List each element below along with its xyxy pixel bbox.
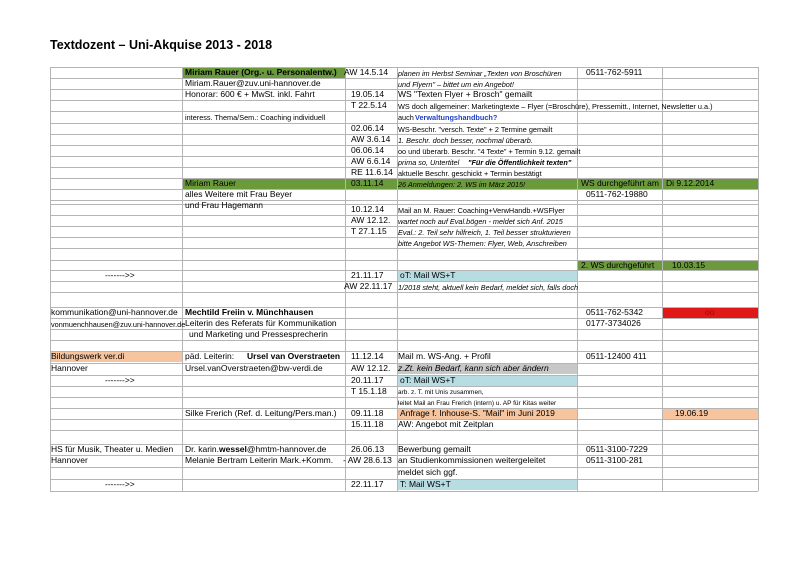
email-address[interactable]: Miriam.Rauer@zuv.uni-hannover.de [185,78,321,88]
organization-name: Bildungswerk ver.di [51,351,125,361]
response-date: AW 12.12. [351,363,391,373]
contact-role: päd. Leiterin: [185,351,235,361]
date: 15.11.18 [351,419,384,429]
date: 26.06.13 [351,444,385,454]
date: 03.11.14 [351,178,384,188]
email-address[interactable]: kommunikation@uni-hannover.de [51,307,178,317]
note: T: Mail WS+T [400,479,451,489]
contact-name: Miriam Rauer [185,178,237,188]
phone-number: 0511-762-19880 [586,189,648,199]
status-date: 19.06.19 [675,408,709,418]
note: z.Zt. kein Bedarf, kann sich aber ändern [398,363,549,373]
note: bitte Angebot WS-Themen: Flyer, Web, Anschreiben [398,239,567,248]
note: 1/2018 steht, aktuell kein Bedarf, meldet sich, falls doch [398,283,579,292]
note: 1. Beschr. doch besser, nochmal überarb. [398,136,533,145]
note: WS "Texten Flyer + Brosch" gemailt [398,89,533,99]
phone-number: 0511-762-5911 [586,67,643,77]
contact-name: Ursel van Overstraeten [247,351,341,361]
column-divider [662,67,663,491]
email-domain: @hmtm-hannover.de [246,444,327,454]
date: 10.12.14 [351,204,385,214]
email-name: wessel [219,444,247,454]
response-date: AW 6.6.14 [351,156,391,166]
contact-note: alles Weitere mit Frau Beyer [185,189,293,199]
note: meldet sich ggf. [398,467,458,477]
note: 26 Anmeldungen: 2. WS im März 2015! [398,180,526,189]
note: Anfrage f. Inhouse-S. "Mail" im Juni 2019 [400,408,555,418]
response-date: AW 22.11.17 [344,281,393,291]
note: oT: Mail WS+T [400,270,456,280]
organization-city: Hannover [51,363,88,373]
note: arb. z. T. mit Unis zusammen, [398,389,484,396]
phone-number: 0511-762-5342 [586,307,644,317]
date: 21.11.17 [351,270,384,280]
date: 06.06.14 [351,145,385,155]
row-divider [50,340,758,341]
status-date: Di 9.12.2014 [666,178,715,188]
date: T 22.5.14 [351,100,387,110]
response-date: AW 14.5.14 [344,67,389,77]
arrow-marker: ------->> [105,270,135,280]
date: 20.11.17 [351,375,384,385]
arrow-marker: ------->> [105,479,135,489]
column-divider [345,67,346,491]
note: leitet Mail an Frau Frerich (intern) u. AP für Kitas weiter [398,400,557,407]
note: aktuelle Beschr. geschickt + Termin bestätigt [398,169,542,178]
date: T 15.1.18 [351,386,387,396]
phone-number: 0177-3734026 [586,318,641,328]
interest-note: interess. Thema/Sem.: Coaching individuell [185,113,326,122]
phone-number: 0511-3100-281 [586,455,644,465]
status-label: WS durchgeführt am [581,178,659,188]
organization-name: HS für Musik, Theater u. Medien [51,444,174,454]
organization-city: Hannover [51,455,88,465]
date: 02.06.14 [351,123,385,133]
note: an Studienkommissionen weitergeleitet [398,455,546,465]
response-date: AW 12.12. [351,215,391,225]
note: AW: Angebot mit Zeitplan [398,419,494,429]
date: 09.11.18 [351,408,384,418]
status-date: 10.03.15 [672,260,706,270]
phone-number: 0511-3100-7229 [586,444,648,454]
fee-note: Honorar: 600 € + MwSt. inkl. Fahrt [185,89,315,99]
date: 22.11.17 [351,479,384,489]
contact-name: Miriam Rauer (Org.- u. Personalentw.) [185,67,337,77]
note-highlight: Verwaltungshandbuch? [415,113,498,122]
column-divider [758,67,759,491]
note: WS doch allgemeiner: Marketingtexte – Flyer (=Broschüre), Pressemitt., Internet, Newsletter u.a.) [398,102,713,111]
note: Mail an M. Rauer: Coaching+VerwHandb.+WSFlyer [398,206,565,215]
note: auch [398,113,414,122]
phone-number: 0511-12400 411 [586,351,647,361]
note: WS-Beschr. "versch. Texte" + 2 Termine gemailt [398,125,553,134]
status-label: 2. WS durchgeführt [581,260,655,270]
contact-name: Mechtild Freiin v. Münchhausen [185,307,314,317]
date: 19.05.14 [351,89,385,99]
date: T 27.1.15 [351,226,387,236]
note: Bewerbung gemailt [398,444,471,454]
response-date: - AW 28.6.13 [343,455,392,465]
contact-name: Melanie Bertram Leiterin Mark.+Komm. [185,455,334,465]
note: prima so, Untertitel [398,158,460,167]
email-prefix: Dr. karin. [185,444,220,454]
note: Mail m. WS-Ang. + Profil [398,351,491,361]
page-title: Textdozent – Uni-Akquise 2013 - 2018 [50,38,273,52]
column-divider [50,67,51,491]
note: oo und überarb. Beschr. "4 Texte" + Termin 9.12. gemailt [398,147,581,156]
arrow-marker: ------->> [105,375,135,385]
contact-name: Silke Frerich (Ref. d. Leitung/Pers.man.) [185,408,337,418]
note-title: "Für die Öffentlichkeit texten" [468,158,572,167]
note: Eval.: 2. Teil sehr hilfreich, 1. Teil besser strukturieren [398,228,571,237]
row-divider [50,200,758,201]
date: 11.12.14 [351,351,384,361]
contact-table [50,67,758,491]
date: RE 11.6.14 [351,167,393,177]
note: planen im Herbst Seminar „Texten von Broschüren [398,69,562,78]
contact-note: und Frau Hagemann [185,200,263,210]
note: oT: Mail WS+T [400,375,456,385]
note: wartet noch auf Eval.bögen - meldet sich Anf. 2015 [398,217,563,226]
column-divider [182,67,183,491]
response-date: AW 3.6.14 [351,134,391,144]
email-address[interactable] [185,444,326,455]
row-divider [50,430,758,431]
column-divider [577,67,578,491]
row-divider [50,491,758,492]
note: und Flyern" – bittet um ein Angebot! [398,80,514,89]
email-address[interactable]: vonmuenchhausen@zuv.uni-hannover.de [51,320,186,329]
contact-role: Leiterin des Referats für Kommunikation [185,318,337,328]
status-marker: oo [705,307,715,317]
email-address[interactable]: Ursel.vanOverstraeten@bw-verdi.de [185,363,323,373]
contact-role: und Marketing und Pressesprecherin [189,329,328,339]
